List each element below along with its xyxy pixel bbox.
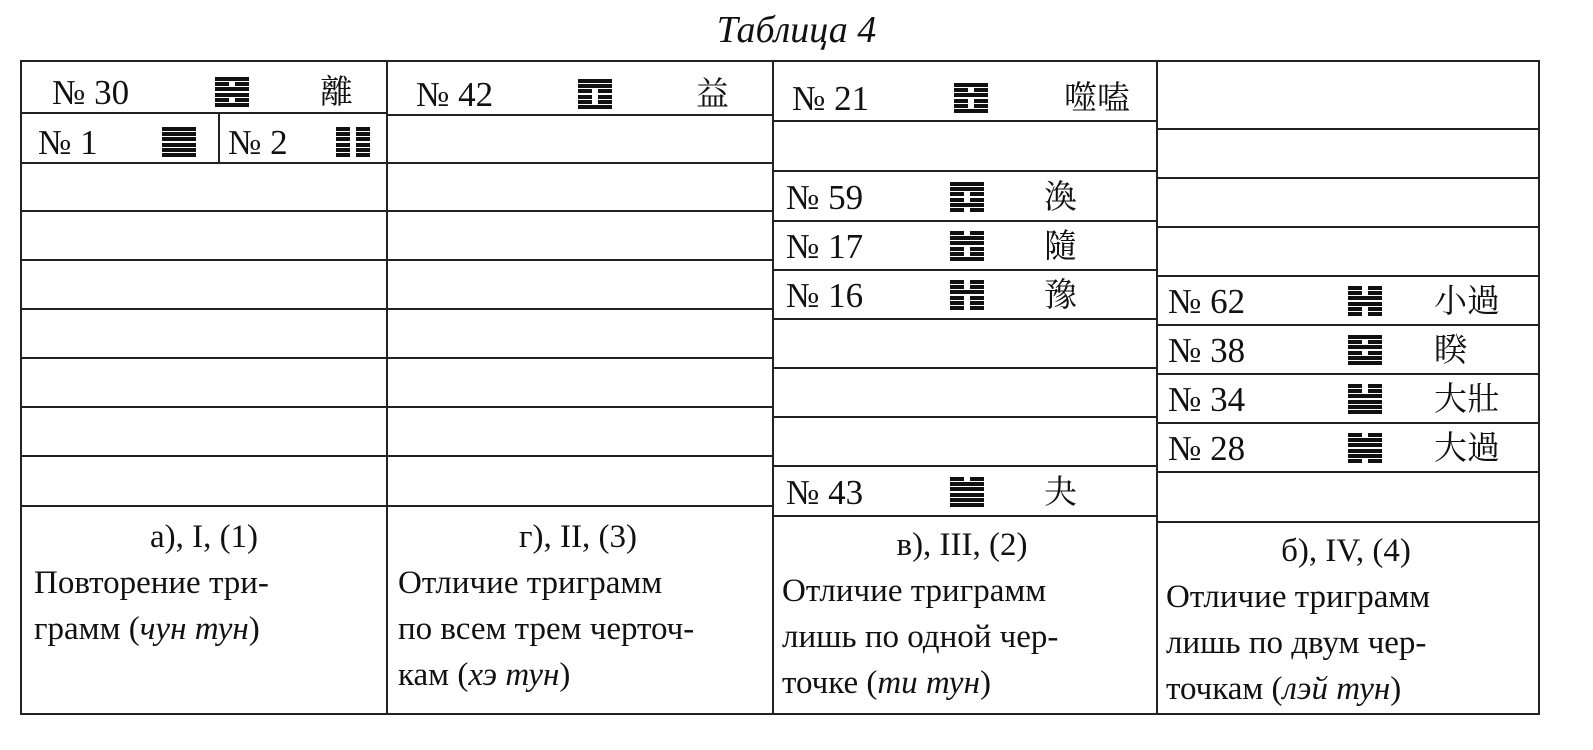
- caption-one-line: [782, 522, 1142, 706]
- solid-line: [1348, 405, 1382, 409]
- broken-line: [954, 104, 988, 108]
- broken-line: [950, 247, 984, 251]
- broken-line: [1348, 307, 1382, 311]
- hexagram-28-icon: [1348, 433, 1382, 463]
- row-divider: [772, 465, 1156, 467]
- caption-line: Отличие триграмм: [1166, 579, 1431, 615]
- row-divider: [772, 515, 1156, 517]
- solid-line: [215, 77, 249, 81]
- row-divider: [386, 259, 772, 261]
- solid-line: [954, 93, 988, 97]
- solid-line: [578, 105, 612, 109]
- solid-line: [1348, 410, 1382, 414]
- row-divider: [386, 162, 772, 164]
- broken-line: [1348, 384, 1382, 388]
- cell-divider: [218, 114, 220, 164]
- row-divider: [772, 170, 1156, 172]
- broken-line: [336, 153, 370, 157]
- row-divider: [22, 259, 386, 261]
- caption-term: хэ тун: [468, 657, 560, 693]
- row-divider: [1156, 471, 1540, 473]
- entry-character: 隨: [1044, 226, 1077, 265]
- hexagram-42-icon: [578, 79, 612, 109]
- solid-line: [162, 143, 196, 147]
- row-divider: [1156, 128, 1540, 130]
- entry-character: 小過: [1434, 281, 1500, 320]
- row-divider: [22, 112, 386, 114]
- row-divider: [1156, 521, 1540, 523]
- broken-line: [1348, 433, 1382, 437]
- solid-line: [578, 84, 612, 88]
- entry-character: 睽: [1434, 330, 1467, 369]
- caption-line: точке (ти тун): [782, 665, 991, 701]
- solid-line: [1348, 449, 1382, 453]
- hexagram-21-icon: [954, 83, 988, 113]
- broken-line: [578, 89, 612, 93]
- caption-repetition: [34, 514, 374, 652]
- row-divider: [1156, 226, 1540, 228]
- hexagram-59-icon: [950, 182, 984, 212]
- caption-line: Отличие триграмм: [398, 565, 663, 601]
- solid-line: [162, 137, 196, 141]
- hexagram-table: [20, 60, 1540, 715]
- solid-line: [215, 103, 249, 107]
- broken-line: [1348, 291, 1382, 295]
- solid-line: [1348, 296, 1382, 300]
- solid-line: [1348, 394, 1382, 398]
- solid-line: [1348, 438, 1382, 442]
- entry-number: № 2: [228, 123, 288, 162]
- solid-line: [162, 127, 196, 131]
- row-divider: [22, 455, 386, 457]
- broken-line: [950, 296, 984, 300]
- solid-line: [950, 503, 984, 507]
- solid-line: [950, 182, 984, 186]
- row-divider: [1156, 373, 1540, 375]
- broken-line: [1348, 389, 1382, 393]
- broken-line: [1348, 459, 1382, 463]
- caption-text: [34, 560, 374, 652]
- solid-line: [954, 109, 988, 113]
- entry-character: 大過: [1434, 428, 1500, 467]
- hexagram-38-icon: [1348, 335, 1382, 365]
- broken-line: [950, 301, 984, 305]
- caption-text: [782, 568, 1142, 706]
- broken-line: [954, 88, 988, 92]
- hexagram-2-icon: [336, 127, 370, 157]
- caption-line: по всем трем черточ-: [398, 611, 695, 647]
- entry-number: № 42: [416, 75, 494, 114]
- solid-line: [162, 153, 196, 157]
- caption-line: лишь по двум чер-: [1166, 625, 1427, 661]
- column-divider: [772, 62, 774, 715]
- hexagram-62-icon: [1348, 286, 1382, 316]
- solid-line: [215, 93, 249, 97]
- row-divider: [386, 210, 772, 212]
- solid-line: [162, 132, 196, 136]
- broken-line: [1348, 351, 1382, 355]
- broken-line: [336, 127, 370, 131]
- solid-line: [1348, 345, 1382, 349]
- caption-line: точкам (лэй тун): [1166, 671, 1402, 707]
- broken-line: [1348, 286, 1382, 290]
- solid-line: [1348, 356, 1382, 360]
- entry-character: 渙: [1044, 177, 1077, 216]
- solid-line: [1348, 443, 1382, 447]
- row-divider: [1156, 275, 1540, 277]
- broken-line: [950, 192, 984, 196]
- solid-line: [1348, 454, 1382, 458]
- broken-line: [950, 198, 984, 202]
- entry-number: № 30: [52, 73, 130, 112]
- row-divider: [22, 210, 386, 212]
- row-divider: [1156, 422, 1540, 424]
- row-divider: [772, 269, 1156, 271]
- solid-line: [950, 498, 984, 502]
- row-divider: [22, 505, 386, 507]
- broken-line: [336, 143, 370, 147]
- entry-character: 噬嗑: [1064, 78, 1130, 117]
- broken-line: [336, 148, 370, 152]
- row-divider: [386, 308, 772, 310]
- solid-line: [954, 83, 988, 87]
- solid-line: [950, 241, 984, 245]
- entry-number: № 38: [1168, 331, 1246, 370]
- broken-line: [215, 98, 249, 102]
- broken-line: [1348, 312, 1382, 316]
- caption-text: [398, 560, 758, 698]
- entry-number: № 34: [1168, 380, 1246, 419]
- broken-line: [950, 477, 984, 481]
- broken-line: [950, 280, 984, 284]
- caption-three-lines: [398, 514, 758, 698]
- row-divider: [386, 505, 772, 507]
- caption-line: кам (хэ тун): [398, 657, 571, 693]
- row-divider: [772, 416, 1156, 418]
- caption-text: [1166, 574, 1526, 712]
- entry-number: № 28: [1168, 429, 1246, 468]
- hexagram-1-icon: [162, 127, 196, 157]
- caption-heading: г), II, (3): [519, 519, 637, 555]
- solid-line: [950, 203, 984, 207]
- broken-line: [578, 100, 612, 104]
- broken-line: [954, 99, 988, 103]
- broken-line: [950, 208, 984, 212]
- entry-number: № 16: [786, 276, 864, 315]
- solid-line: [950, 257, 984, 261]
- caption-term: лэй тун: [1282, 671, 1391, 707]
- caption-line: лишь по одной чер-: [782, 619, 1059, 655]
- row-divider: [386, 357, 772, 359]
- row-divider: [22, 308, 386, 310]
- caption-term: чун тун: [139, 611, 249, 647]
- hexagram-16-icon: [950, 280, 984, 310]
- solid-line: [1348, 302, 1382, 306]
- broken-line: [215, 82, 249, 86]
- row-divider: [772, 367, 1156, 369]
- row-divider: [772, 220, 1156, 222]
- hexagram-34-icon: [1348, 384, 1382, 414]
- caption-heading: а), I, (1): [149, 519, 259, 555]
- solid-line: [1348, 400, 1382, 404]
- entry-character: 夬: [1044, 472, 1077, 511]
- broken-line: [950, 285, 984, 289]
- hexagram-30-icon: [215, 77, 249, 107]
- solid-line: [215, 87, 249, 91]
- solid-line: [950, 290, 984, 294]
- row-divider: [386, 114, 772, 116]
- entry-character: 離: [320, 72, 353, 111]
- row-divider: [22, 406, 386, 408]
- broken-line: [336, 132, 370, 136]
- broken-line: [950, 306, 984, 310]
- solid-line: [162, 148, 196, 152]
- solid-line: [1348, 361, 1382, 365]
- caption-heading: б), IV, (4): [1281, 533, 1411, 569]
- entry-number: № 1: [38, 123, 98, 162]
- entry-number: № 62: [1168, 282, 1246, 321]
- solid-line: [950, 493, 984, 497]
- broken-line: [950, 231, 984, 235]
- entry-number: № 21: [792, 79, 870, 118]
- broken-line: [578, 95, 612, 99]
- solid-line: [950, 487, 984, 491]
- broken-line: [950, 252, 984, 256]
- row-divider: [386, 406, 772, 408]
- solid-line: [950, 236, 984, 240]
- caption-two-lines: [1166, 528, 1526, 712]
- solid-line: [1348, 335, 1382, 339]
- entry-number: № 59: [786, 178, 864, 217]
- caption-line: Отличие триграмм: [782, 573, 1047, 609]
- entry-number: № 43: [786, 473, 864, 512]
- caption-term: ти тун: [877, 665, 980, 701]
- solid-line: [950, 187, 984, 191]
- hexagram-17-icon: [950, 231, 984, 261]
- row-divider: [22, 357, 386, 359]
- row-divider: [386, 455, 772, 457]
- entry-character: 大壯: [1434, 379, 1500, 418]
- row-divider: [772, 318, 1156, 320]
- entry-character: 豫: [1044, 275, 1077, 314]
- column-divider: [1156, 62, 1158, 715]
- entry-number: № 17: [786, 227, 864, 266]
- row-divider: [772, 120, 1156, 122]
- broken-line: [1348, 340, 1382, 344]
- entry-character: 益: [696, 74, 729, 113]
- row-divider: [22, 162, 386, 164]
- caption-line: Повторение три-: [34, 565, 269, 601]
- caption-line: грамм (чун тун): [34, 611, 260, 647]
- table-title: Таблица 4: [716, 9, 877, 51]
- column-divider: [386, 62, 388, 715]
- solid-line: [578, 79, 612, 83]
- hexagram-43-icon: [950, 477, 984, 507]
- caption-heading: в), III, (2): [896, 527, 1028, 563]
- row-divider: [1156, 324, 1540, 326]
- solid-line: [950, 482, 984, 486]
- broken-line: [336, 137, 370, 141]
- row-divider: [1156, 177, 1540, 179]
